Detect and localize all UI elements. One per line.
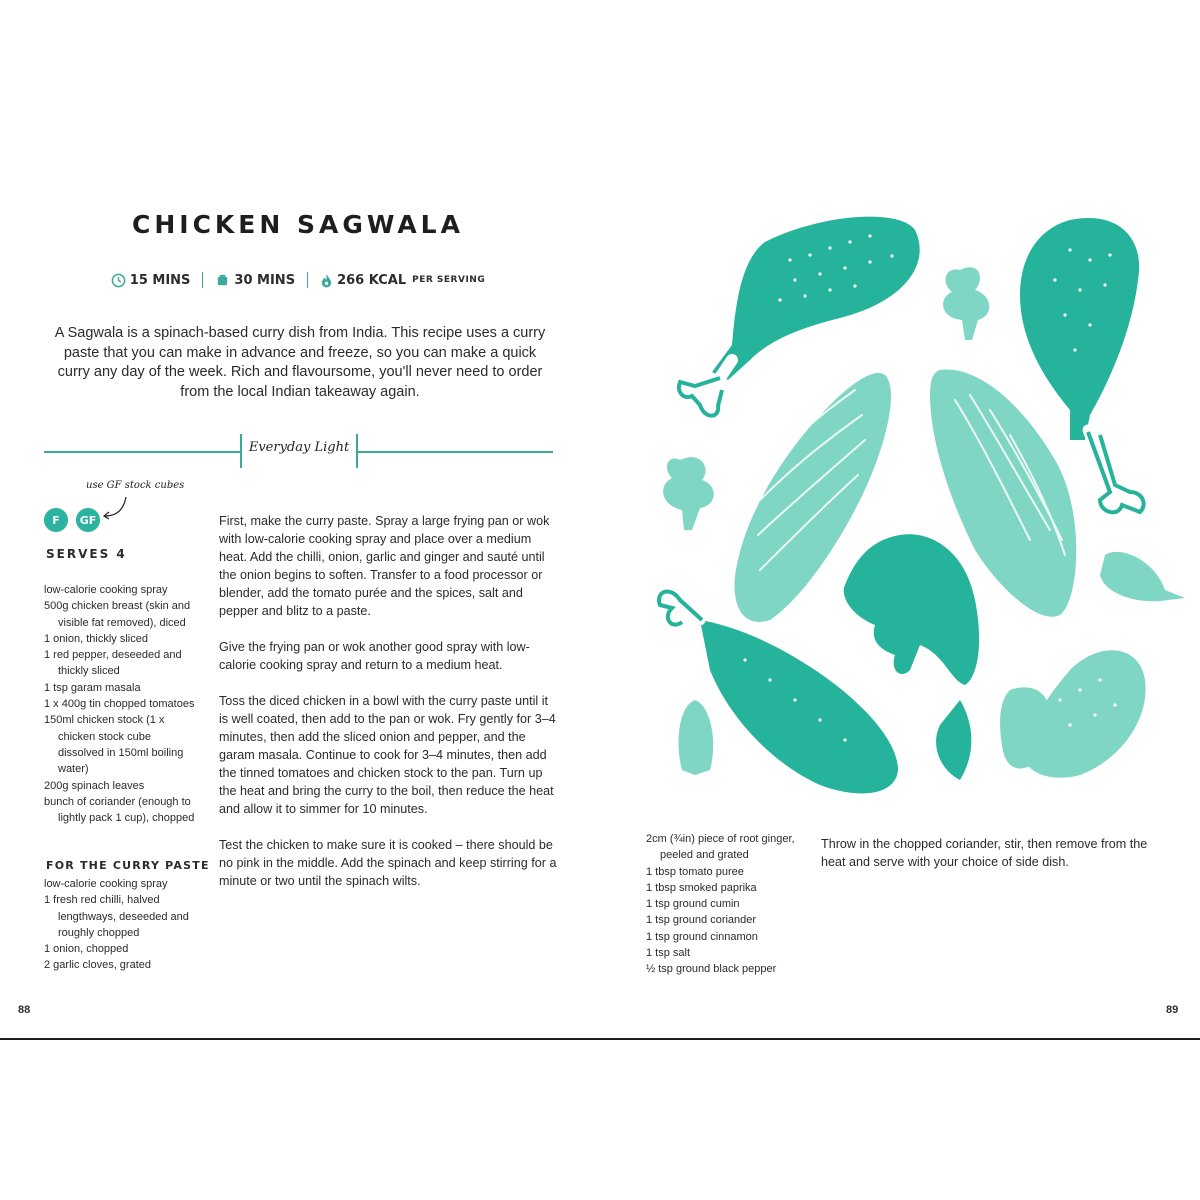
paste-ingredient-item: 1 tbsp smoked paprika — [646, 881, 757, 894]
meta-divider — [202, 272, 203, 288]
ingredient-item: 1 onion, thickly sliced — [44, 632, 148, 645]
page-number-left: 88 — [18, 1004, 31, 1016]
paste-ingredient-list-continued — [646, 831, 806, 978]
paste-ingredient-item: 1 fresh red chilli, halved lengthways, deseeded and roughly chopped — [44, 894, 189, 939]
flame-icon — [320, 273, 333, 288]
paste-ingredient-item: low-calorie cooking spray — [44, 878, 168, 890]
paste-ingredient-item: 1 tsp ground cinnamon — [646, 930, 758, 943]
chicken-illustration — [600, 200, 1200, 800]
ingredient-item: 200g spinach leaves — [44, 779, 145, 792]
clock-icon — [111, 273, 126, 288]
divider-right — [357, 451, 553, 453]
method-step: Toss the diced chicken in a bowl with the curry paste until it is well coated, then add to the pan or wok. Fry gently for 3–4 minutes, then add the sliced onion and pepper, and the garam masala. Continue to cook for 3–4 minutes, then add the tinned tomatoes and chicken stock to the pan. Turn up the heat and bring the curry to the boil, then reduce the heat and allow it to simmer for 10 minutes. — [219, 694, 556, 816]
paste-ingredient-list — [44, 876, 208, 974]
freezable-badge: F — [44, 508, 68, 532]
paste-ingredient-item: 1 tsp salt — [646, 947, 691, 960]
cook-time — [215, 273, 295, 288]
method-step: Test the chicken to make sure it is cooked – there should be no pink in the middle. Add the spinach and keep stirring for a minute or two until the spinach wilts. — [219, 838, 557, 888]
everyday-light-badge: Everyday Light — [248, 440, 350, 455]
page-bottom-rule — [0, 1038, 1200, 1040]
handwritten-note: use GF stock cubes — [86, 480, 185, 491]
method-step-final: Throw in the chopped coriander, stir, then remove from the heat and serve with your choice of side dish. — [821, 837, 1148, 869]
paste-ingredient-item: 1 onion, chopped — [44, 943, 129, 956]
coriander-leaf-icon — [943, 267, 989, 340]
garlic-icon — [678, 700, 713, 775]
ingredient-item: 1 x 400g tin chopped tomatoes — [44, 698, 195, 711]
calories — [320, 273, 485, 288]
page-number-right: 89 — [1166, 1004, 1179, 1016]
cook-time-label: 30 MINS — [234, 272, 296, 288]
garlic-icon — [1100, 552, 1185, 601]
gluten-free-badge: GF — [76, 508, 100, 532]
ingredient-item: 1 tsp garam masala — [44, 681, 141, 694]
method-steps — [219, 512, 559, 908]
paste-ingredient-item: 1 tbsp tomato puree — [646, 865, 744, 878]
ingredient-list — [44, 582, 208, 826]
method-step: First, make the curry paste. Spray a large frying pan or wok with low-calorie cooking spray and place over a medium heat. Add the chilli, onion, garlic and ginger and sauté until the onion begins to soften. Transfer to a food processor or blender, add the tomato purée and the spices, salt and pepper and blitz to a paste. — [219, 514, 550, 618]
ingredient-item: 1 red pepper, deseeded and thickly sliced — [44, 649, 182, 678]
ingredient-item: 500g chicken breast (skin and visible fat removed), diced — [44, 600, 191, 629]
curry-paste-heading: FOR THE CURRY PASTE — [46, 859, 210, 872]
calories-suffix: PER SERVING — [412, 275, 486, 285]
arrow-icon — [100, 494, 130, 522]
paste-ingredient-item: 2 garlic cloves, grated — [44, 959, 151, 972]
pot-icon — [215, 273, 230, 288]
paste-ingredient-item: 2cm (¾in) piece of root ginger, peeled and grated — [646, 833, 795, 862]
spinach-leaf-icon — [936, 700, 971, 780]
coriander-leaf-icon — [663, 457, 714, 530]
calories-label: 266 KCAL — [337, 272, 407, 288]
chicken-wing-center — [844, 534, 979, 685]
ingredient-item: low-calorie cooking spray — [44, 584, 168, 596]
method-step: Give the frying pan or wok another good spray with low-calorie cooking spray and return to a medium heat. — [219, 640, 530, 672]
recipe-intro: A Sagwala is a spinach-based curry dish from India. This recipe uses a curry paste that you can make in advance and freeze, so you can make a quick curry any day of the week. Rich and flavoursome, you'll never need to order from the local Indian takeaway again. — [54, 325, 546, 400]
paste-ingredient-item: ½ tsp ground black pepper — [646, 963, 777, 976]
paste-ingredient-item: 1 tsp ground cumin — [646, 898, 740, 911]
serves-label: SERVES 4 — [46, 547, 127, 561]
meta-divider — [307, 272, 308, 288]
prep-time — [111, 273, 191, 288]
prep-time-label: 15 MINS — [129, 272, 191, 288]
divider-left — [44, 451, 240, 453]
paste-ingredient-item: 1 tsp ground coriander — [646, 914, 757, 927]
recipe-title: CHICKEN SAGWALA — [132, 210, 464, 239]
ingredient-item: 150ml chicken stock (1 x chicken stock cube dissolved in 150ml boiling water) — [44, 714, 184, 776]
recipe-meta — [0, 272, 596, 288]
divider-tick-left — [240, 434, 242, 468]
ingredient-item: bunch of coriander (enough to lightly pack 1 cup), chopped — [44, 795, 195, 825]
